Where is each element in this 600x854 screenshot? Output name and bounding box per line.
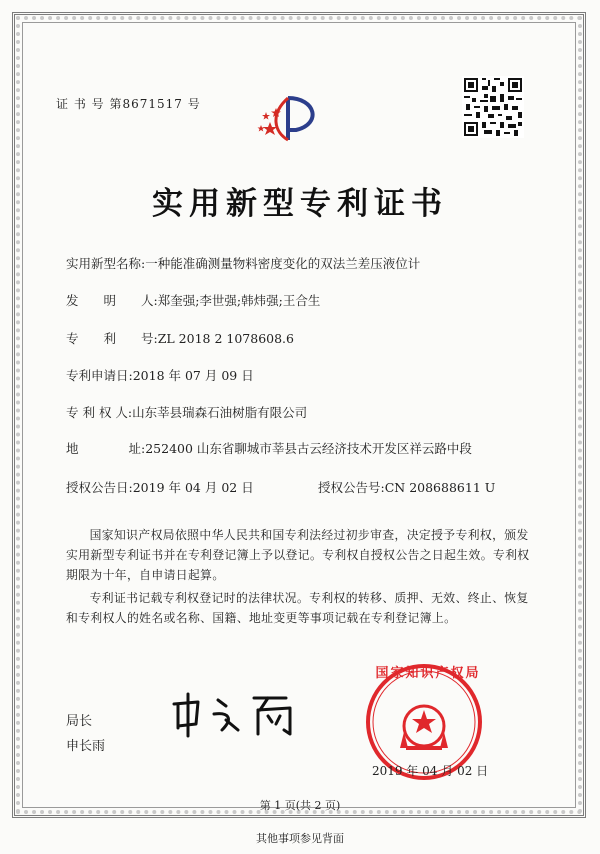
name-value: 一种能准确测量物料密度变化的双法兰差压液位计 (145, 256, 421, 271)
grant-number-row (318, 479, 495, 497)
address-label: 地 址: (66, 441, 146, 456)
certificate-number: 证 书 号 第8671517 号 (56, 97, 201, 111)
utility-model-name-row (66, 255, 420, 273)
patent-number-value: ZL 2018 2 1078608.6 (157, 331, 294, 346)
filing-date-label: 专利申请日: (66, 368, 133, 383)
patent-number-row (66, 330, 294, 348)
certificate-title: 实用新型专利证书 (152, 186, 448, 222)
page-number: 第 1 页(共 2 页) (259, 799, 341, 812)
footer-note: 其他事项参见背面 (256, 832, 344, 845)
legal-paragraph-2: 专利证书记载专利权登记时的法律状况。专利权的转移、质押、无效、终止、恢复和专利权人的姓名或名称、国籍、地址变更等事项记载在专利登记簿上。 (66, 591, 529, 625)
address-value: 252400 山东省聊城市莘县古云经济技术开发区祥云路中段 (145, 441, 472, 456)
seal-date: 2019 年 04 月 02 日 (372, 764, 489, 778)
grant-date-row (66, 479, 254, 497)
director-title: 局长 (66, 714, 93, 729)
grant-number-label: 授权公告号: (318, 480, 385, 495)
legal-paragraph-1: 国家知识产权局依照中华人民共和国专利法经过初步审查，决定授予专利权，颁发实用新型专利证书并在专利登记簿上予以登记。专利权自授权公告之日起生效。专利权期限为十年，自申请日起算。 (66, 528, 530, 582)
qr-code-icon (462, 76, 524, 138)
patent-number-label: 专 利 号: (66, 331, 158, 346)
grant-date-label: 授权公告日: (66, 480, 133, 495)
director-signature (168, 690, 318, 738)
patent-holder-label: 专 利 权 人: (66, 405, 133, 420)
inventor-value: 郑奎强;李世强;韩炜强;王合生 (157, 293, 321, 308)
filing-date-row (66, 367, 254, 385)
director-name: 申长雨 (66, 739, 106, 754)
grant-number-value: CN 208688611 U (384, 480, 496, 495)
seal-text: 国家知识产权局 (375, 666, 481, 681)
name-label: 实用新型名称: (66, 256, 146, 271)
inventor-row (66, 292, 320, 310)
inventor-label: 发 明 人: (66, 293, 158, 308)
grant-date-value: 2019 年 04 月 02 日 (132, 480, 254, 495)
patent-office-emblem-icon (256, 92, 326, 152)
filing-date-value: 2018 年 07 月 09 日 (132, 368, 254, 383)
patent-holder-value: 山东莘县瑞森石油树脂有限公司 (132, 405, 308, 420)
address-row (66, 440, 536, 458)
patent-holder-row (66, 404, 307, 422)
